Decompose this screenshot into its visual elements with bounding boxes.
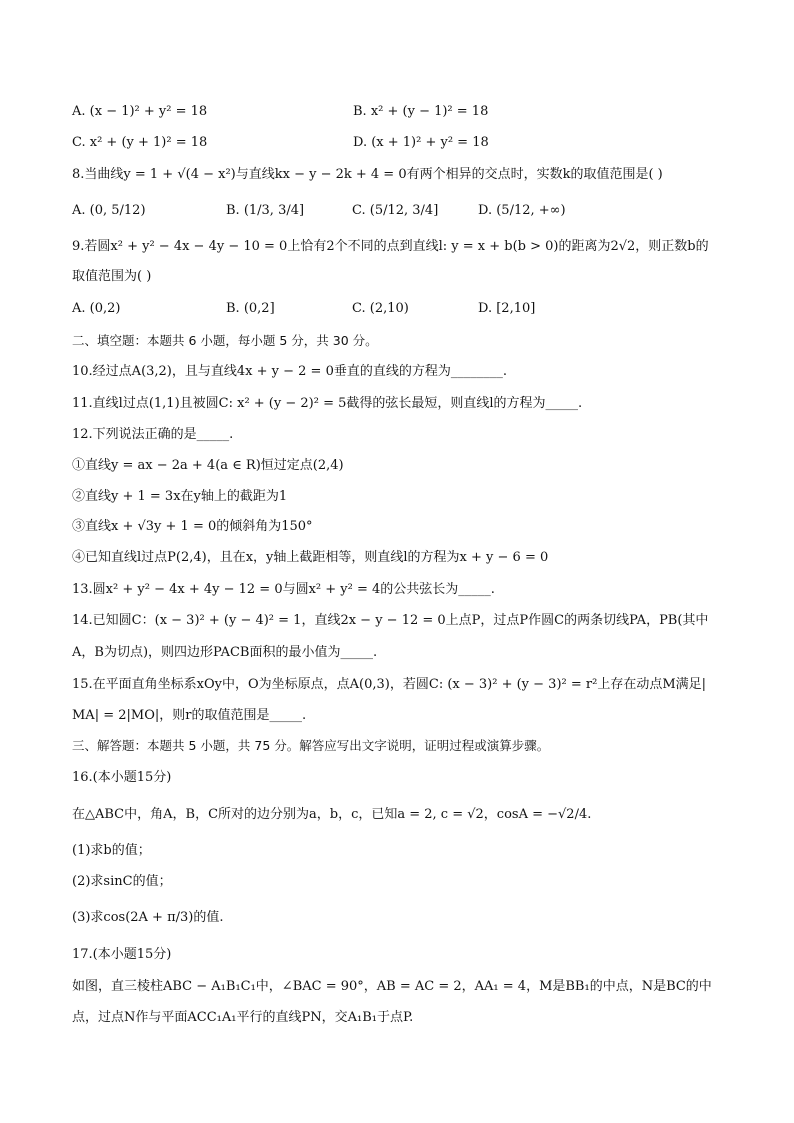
- q14-line1: 14.已知圆C：(x − 3)² + (y − 4)² = 1，直线2x − y − 12 = 0上点P，过点P作圆C的两条切线PA，PB(其中: [72, 613, 709, 628]
- q9-option-a: A. (0,2): [72, 301, 121, 316]
- q12-item-1: ①直线y = ax − 2a + 4(a ∈ R)恒过定点(2,4): [72, 458, 344, 473]
- section-problem-solving-header: 三、解答题：本题共 5 小题，共 75 分。解答应写出文字说明，证明过程或演算步骤。: [72, 738, 550, 753]
- q17-line2: 点，过点N作与平面ACC₁A₁平行的直线PN，交A₁B₁于点P.: [72, 1010, 414, 1025]
- q12-item-3: ③直线x + √3y + 1 = 0的倾斜角为150°: [72, 519, 313, 534]
- q7-option-b: B. x² + (y − 1)² = 18: [353, 104, 489, 119]
- q7-option-d: D. (x + 1)² + y² = 18: [353, 135, 489, 150]
- q17-line1: 如图，直三棱柱ABC − A₁B₁C₁中，∠BAC = 90°，AB = AC = 2，AA₁ = 4，M是BB₁的中点，N是BC的中: [72, 979, 712, 994]
- q15-line1: 15.在平面直角坐标系xOy中，O为坐标原点，点A(0,3)，若圆C: (x − 3)² + (y − 3)² = r²上存在动点M满足|: [72, 677, 707, 692]
- q12-item-2: ②直线y + 1 = 3x在y轴上的截距为1: [72, 489, 288, 504]
- q12-stem: 12.下列说法正确的是_____.: [72, 427, 234, 442]
- q9-option-b: B. (0,2]: [226, 301, 275, 316]
- q10: 10.经过点A(3,2)，且与直线4x + y − 2 = 0垂直的直线的方程为________.: [72, 364, 507, 379]
- q7-option-a: A. (x − 1)² + y² = 18: [72, 104, 208, 119]
- q16-part-3: (3)求cos(2A + π/3)的值.: [72, 910, 224, 925]
- q8-option-c: C. (5/12, 3/4]: [352, 203, 439, 218]
- q8-option-d: D. (5/12, +∞): [478, 203, 566, 218]
- q14-line2: A，B为切点)，则四边形PACB面积的最小值为_____.: [72, 645, 378, 660]
- q16-part-2: (2)求sinC的值；: [72, 874, 172, 889]
- q13: 13.圆x² + y² − 4x + 4y − 12 = 0与圆x² + y² = 4的公共弦长为_____.: [72, 582, 495, 597]
- q8-option-a: A. (0, 5/12): [72, 203, 146, 218]
- q11: 11.直线l过点(1,1)且被圆C: x² + (y − 2)² = 5截得的弦长最短，则直线l的方程为_____.: [72, 396, 583, 411]
- q17-header: 17.(本小题15分): [72, 947, 172, 962]
- q9-stem-line1: 9.若圆x² + y² − 4x − 4y − 10 = 0上恰有2个不同的点到直线l: y = x + b(b > 0)的距离为2√2，则正数b的: [72, 239, 709, 254]
- q16-header: 16.(本小题15分): [72, 770, 172, 785]
- q16-part-1: (1)求b的值；: [72, 843, 151, 858]
- q9-option-d: D. [2,10]: [478, 301, 536, 316]
- q9-stem-line2: 取值范围为( ): [72, 269, 152, 284]
- q16-stem: 在△ABC中，角A，B，C所对的边分别为a，b，c，已知a = 2, c = √2，cosA = −√2/4.: [72, 807, 592, 822]
- q9-option-c: C. (2,10): [352, 301, 409, 316]
- q12-item-4: ④已知直线l过点P(2,4)，且在x，y轴上截距相等，则直线l的方程为x + y − 6 = 0: [72, 550, 549, 565]
- q15-line2: MA| = 2|MO|，则r的取值范围是_____.: [72, 708, 307, 723]
- q7-option-c: C. x² + (y + 1)² = 18: [72, 135, 208, 150]
- section-fill-in-blank-header: 二、填空题：本题共 6 小题，每小题 5 分，共 30 分。: [72, 333, 378, 348]
- q8-option-b: B. (1/3, 3/4]: [226, 203, 305, 218]
- q8-stem: 8.当曲线y = 1 + √(4 − x²)与直线kx − y − 2k + 4 = 0有两个相异的交点时，实数k的取值范围是( ): [72, 167, 663, 182]
